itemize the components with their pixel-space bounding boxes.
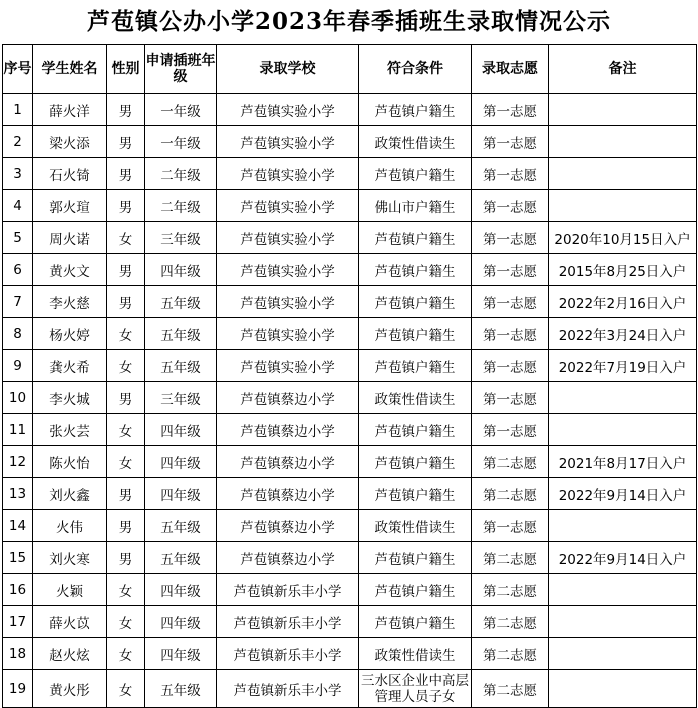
cell-note: 2022年3月24日入户: [549, 318, 697, 350]
cell-school: 芦苞镇实验小学: [217, 94, 359, 126]
cell-grade: 四年级: [145, 414, 217, 446]
cell-name: 龚火希: [33, 350, 107, 382]
cell-gender: 女: [107, 670, 145, 708]
cell-name: 赵火炫: [33, 638, 107, 670]
cell-name: 梁火添: [33, 126, 107, 158]
cell-choice: 第一志愿: [472, 414, 549, 446]
cell-condition: 政策性借读生: [359, 126, 472, 158]
table-row: [3, 510, 697, 542]
table-row: [3, 126, 697, 158]
cell-seq: 18: [3, 638, 33, 670]
cell-grade: 五年级: [145, 510, 217, 542]
cell-gender: 男: [107, 382, 145, 414]
cell-choice: 第二志愿: [472, 446, 549, 478]
cell-gender: 男: [107, 190, 145, 222]
cell-choice: 第一志愿: [472, 254, 549, 286]
cell-choice: 第一志愿: [472, 94, 549, 126]
cell-grade: 四年级: [145, 446, 217, 478]
table-row: [3, 222, 697, 254]
cell-note: [549, 382, 697, 414]
cell-condition: 芦苞镇户籍生: [359, 318, 472, 350]
cell-condition: 芦苞镇户籍生: [359, 350, 472, 382]
cell-gender: 女: [107, 414, 145, 446]
cell-name: 薛火洋: [33, 94, 107, 126]
cell-grade: 四年级: [145, 254, 217, 286]
cell-seq: 16: [3, 574, 33, 606]
cell-note: [549, 510, 697, 542]
cell-condition: 芦苞镇户籍生: [359, 222, 472, 254]
cell-choice: 第二志愿: [472, 542, 549, 574]
cell-condition: 政策性借读生: [359, 510, 472, 542]
cell-condition: 政策性借读生: [359, 382, 472, 414]
cell-grade: 一年级: [145, 94, 217, 126]
cell-grade: 五年级: [145, 286, 217, 318]
cell-choice: 第一志愿: [472, 350, 549, 382]
cell-note: [549, 126, 697, 158]
table-row: [3, 414, 697, 446]
cell-grade: 一年级: [145, 126, 217, 158]
cell-name: 石火锜: [33, 158, 107, 190]
cell-school: 芦苞镇新乐丰小学: [217, 574, 359, 606]
cell-gender: 男: [107, 254, 145, 286]
cell-seq: 7: [3, 286, 33, 318]
cell-seq: 5: [3, 222, 33, 254]
cell-gender: 女: [107, 222, 145, 254]
cell-grade: 四年级: [145, 606, 217, 638]
cell-school: 芦苞镇实验小学: [217, 318, 359, 350]
cell-choice: 第一志愿: [472, 382, 549, 414]
cell-choice: 第二志愿: [472, 574, 549, 606]
cell-condition: 芦苞镇户籍生: [359, 542, 472, 574]
cell-gender: 女: [107, 350, 145, 382]
cell-grade: 二年级: [145, 190, 217, 222]
cell-condition: 芦苞镇户籍生: [359, 254, 472, 286]
cell-note: [549, 414, 697, 446]
header-condition: 符合条件: [359, 45, 472, 94]
cell-school: 芦苞镇蔡边小学: [217, 382, 359, 414]
table-row: [3, 606, 697, 638]
cell-seq: 10: [3, 382, 33, 414]
cell-school: 芦苞镇新乐丰小学: [217, 606, 359, 638]
table-row: [3, 158, 697, 190]
header-grade: 申请插班年级: [145, 45, 217, 94]
cell-name: 张火芸: [33, 414, 107, 446]
cell-choice: 第二志愿: [472, 478, 549, 510]
table-row: [3, 190, 697, 222]
cell-condition: 政策性借读生: [359, 638, 472, 670]
cell-condition: 芦苞镇户籍生: [359, 574, 472, 606]
cell-choice: 第二志愿: [472, 606, 549, 638]
cell-gender: 男: [107, 126, 145, 158]
cell-gender: 男: [107, 94, 145, 126]
cell-gender: 女: [107, 318, 145, 350]
cell-condition: 佛山市户籍生: [359, 190, 472, 222]
header-note: 备注: [549, 45, 697, 94]
cell-note: 2022年2月16日入户: [549, 286, 697, 318]
header-choice: 录取志愿: [472, 45, 549, 94]
cell-choice: 第一志愿: [472, 158, 549, 190]
cell-grade: 四年级: [145, 478, 217, 510]
table-row: [3, 254, 697, 286]
cell-note: [549, 606, 697, 638]
header-school: 录取学校: [217, 45, 359, 94]
cell-note: [549, 670, 697, 708]
cell-name: 刘火寒: [33, 542, 107, 574]
table-row: [3, 478, 697, 510]
cell-note: 2022年9月14日入户: [549, 542, 697, 574]
cell-condition: 芦苞镇户籍生: [359, 158, 472, 190]
cell-gender: 女: [107, 638, 145, 670]
cell-condition: 芦苞镇户籍生: [359, 414, 472, 446]
cell-choice: 第一志愿: [472, 318, 549, 350]
cell-seq: 15: [3, 542, 33, 574]
cell-seq: 3: [3, 158, 33, 190]
cell-seq: 8: [3, 318, 33, 350]
cell-gender: 女: [107, 606, 145, 638]
cell-school: 芦苞镇实验小学: [217, 222, 359, 254]
cell-note: [549, 94, 697, 126]
cell-seq: 4: [3, 190, 33, 222]
cell-gender: 男: [107, 510, 145, 542]
cell-grade: 五年级: [145, 318, 217, 350]
cell-gender: 女: [107, 446, 145, 478]
cell-choice: 第一志愿: [472, 286, 549, 318]
cell-name: 薛火苡: [33, 606, 107, 638]
cell-condition: 三水区企业中高层管理人员子女: [359, 670, 472, 708]
cell-note: 2021年8月17日入户: [549, 446, 697, 478]
cell-grade: 五年级: [145, 542, 217, 574]
table-row: [3, 350, 697, 382]
cell-seq: 17: [3, 606, 33, 638]
cell-seq: 14: [3, 510, 33, 542]
cell-gender: 男: [107, 158, 145, 190]
cell-name: 陈火怡: [33, 446, 107, 478]
cell-school: 芦苞镇实验小学: [217, 190, 359, 222]
cell-seq: 13: [3, 478, 33, 510]
cell-school: 芦苞镇实验小学: [217, 158, 359, 190]
table-row: [3, 574, 697, 606]
cell-gender: 男: [107, 478, 145, 510]
cell-condition: 芦苞镇户籍生: [359, 478, 472, 510]
cell-school: 芦苞镇蔡边小学: [217, 510, 359, 542]
cell-seq: 6: [3, 254, 33, 286]
cell-seq: 19: [3, 670, 33, 708]
cell-name: 李火城: [33, 382, 107, 414]
cell-seq: 12: [3, 446, 33, 478]
header-seq: 序号: [3, 45, 33, 94]
table-row: [3, 382, 697, 414]
cell-school: 芦苞镇实验小学: [217, 286, 359, 318]
cell-condition: 芦苞镇户籍生: [359, 286, 472, 318]
cell-school: 芦苞镇实验小学: [217, 126, 359, 158]
cell-choice: 第一志愿: [472, 190, 549, 222]
cell-gender: 男: [107, 286, 145, 318]
cell-grade: 五年级: [145, 350, 217, 382]
cell-choice: 第一志愿: [472, 126, 549, 158]
table-row: [3, 670, 697, 708]
cell-note: [549, 574, 697, 606]
cell-choice: 第一志愿: [472, 510, 549, 542]
cell-seq: 1: [3, 94, 33, 126]
cell-seq: 11: [3, 414, 33, 446]
table-row: [3, 446, 697, 478]
cell-note: [549, 158, 697, 190]
cell-note: [549, 190, 697, 222]
table-row: [3, 542, 697, 574]
cell-school: 芦苞镇实验小学: [217, 350, 359, 382]
table-body: [3, 94, 697, 708]
table-row: [3, 286, 697, 318]
table-row: [3, 94, 697, 126]
cell-name: 刘火鑫: [33, 478, 107, 510]
cell-grade: 三年级: [145, 222, 217, 254]
cell-gender: 女: [107, 574, 145, 606]
cell-school: 芦苞镇实验小学: [217, 254, 359, 286]
cell-name: 黄火彤: [33, 670, 107, 708]
cell-grade: 二年级: [145, 158, 217, 190]
cell-note: [549, 638, 697, 670]
cell-choice: 第二志愿: [472, 670, 549, 708]
cell-choice: 第二志愿: [472, 638, 549, 670]
cell-condition: 芦苞镇户籍生: [359, 94, 472, 126]
cell-grade: 四年级: [145, 574, 217, 606]
cell-gender: 男: [107, 542, 145, 574]
cell-name: 黄火文: [33, 254, 107, 286]
cell-name: 周火诺: [33, 222, 107, 254]
cell-school: 芦苞镇蔡边小学: [217, 542, 359, 574]
cell-seq: 2: [3, 126, 33, 158]
admission-table: [2, 44, 697, 708]
table-row: [3, 318, 697, 350]
cell-name: 火颖: [33, 574, 107, 606]
header-gender: 性别: [107, 45, 145, 94]
table-row: [3, 638, 697, 670]
cell-note: 2022年7月19日入户: [549, 350, 697, 382]
cell-name: 郭火瑄: [33, 190, 107, 222]
cell-school: 芦苞镇蔡边小学: [217, 414, 359, 446]
cell-condition: 芦苞镇户籍生: [359, 606, 472, 638]
cell-school: 芦苞镇新乐丰小学: [217, 670, 359, 708]
cell-note: 2022年9月14日入户: [549, 478, 697, 510]
cell-name: 火伟: [33, 510, 107, 542]
cell-choice: 第一志愿: [472, 222, 549, 254]
table-header-row: [3, 45, 697, 94]
cell-name: 杨火婷: [33, 318, 107, 350]
cell-grade: 四年级: [145, 638, 217, 670]
cell-school: 芦苞镇新乐丰小学: [217, 638, 359, 670]
header-name: 学生姓名: [33, 45, 107, 94]
cell-school: 芦苞镇蔡边小学: [217, 446, 359, 478]
page-title: 芦苞镇公办小学2023年春季插班生录取情况公示: [86, 8, 611, 35]
cell-school: 芦苞镇蔡边小学: [217, 478, 359, 510]
cell-grade: 三年级: [145, 382, 217, 414]
cell-seq: 9: [3, 350, 33, 382]
cell-note: 2020年10月15日入户: [549, 222, 697, 254]
cell-condition: 芦苞镇户籍生: [359, 446, 472, 478]
cell-name: 李火慈: [33, 286, 107, 318]
cell-grade: 五年级: [145, 670, 217, 708]
cell-note: 2015年8月25日入户: [549, 254, 697, 286]
